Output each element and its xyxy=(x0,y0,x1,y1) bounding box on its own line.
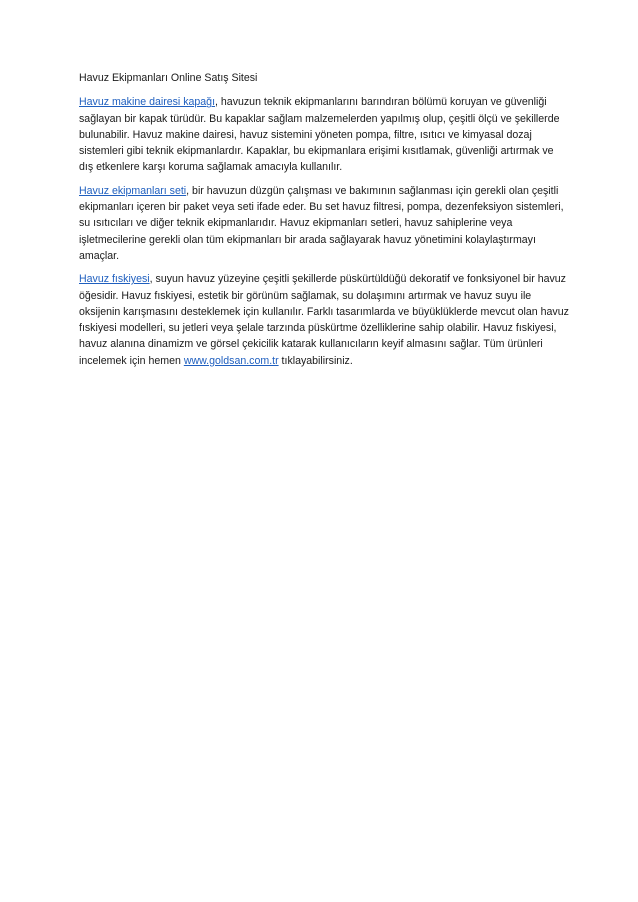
link-havuz-ekipmanlari-seti[interactable]: Havuz ekipmanları seti xyxy=(79,184,187,197)
paragraph-equipment-set xyxy=(79,183,569,264)
paragraph-text: , suyun havuz yüzeyine çeşitli şekillerde püskürtüldüğü dekoratif ve fonksiyonel bir havuz öğesidir. Havuz fıskiyesi, estetik bir görünüm sağlamak, su dolaşımını artırmak ve havuz suyu ile oksijenin karışmasını desteklemek için kullanılır. Farklı tasarımlarda ve büyüklüklerde mevcut olan havuz fıskiyesi modelleri, su jetleri veya şelale tarzında püskürtme özelliklerine sahip olabilir. Havuz fıskiyesi, havuz alanına dinamizm ve görsel çekicilik katarak kullanıcıların keyif almasını sağlar. Tüm ürünleri incelemek için hemen xyxy=(79,273,569,367)
paragraph-text: , havuzun teknik ekipmanlarını barındıran bölümü koruyan ve güvenliği sağlayan bir kapak türüdür. Bu kapaklar sağlam malzemelerden yapılmış olup, çeşitli ölçü ve şekillerde bulunabilir. Havuz makine dairesi, havuz sistemini yöneten pompa, filtre, ısıtıcı ve kimyasal dozaj sistemleri gibi teknik ekipmanlardır. Kapaklar, bu ekipmanlara erişimi kısıtlamak, güvenliği artırmak ve dış etkenlere karşı koruma sağlamak amacıyla kullanılır. xyxy=(79,96,560,174)
paragraph-fountain xyxy=(79,271,569,369)
paragraph-machine-room-cover xyxy=(79,94,569,175)
link-goldsan-website[interactable]: www.goldsan.com.tr xyxy=(183,354,279,367)
paragraph-text-end: tıklayabilirsiniz. xyxy=(278,354,353,367)
link-havuz-fiskiyesi[interactable]: Havuz fıskiyesi xyxy=(79,273,150,286)
document-title: Havuz Ekipmanları Online Satış Sitesi xyxy=(79,72,258,84)
paragraph-text: , bir havuzun düzgün çalışması ve bakımının sağlanması için gerekli olan çeşitli ekipmanları içeren bir paket veya seti ifade eder. Bu set havuz filtresi, pompa, dezenfeksiyon sistemleri, su ısıtıcıları ve diğer teknik ekipmanlarıdır. Havuz ekipmanları setleri, havuz sahiplerine veya işletmecilerine gerekli olan tüm ekipmanları bir arada sağlayarak havuz yönetimini kolaylaştırmayı amaçlar. xyxy=(79,184,564,262)
link-havuz-makine-dairesi-kapagi[interactable]: Havuz makine dairesi kapağı xyxy=(79,96,216,109)
document-page xyxy=(79,70,569,376)
